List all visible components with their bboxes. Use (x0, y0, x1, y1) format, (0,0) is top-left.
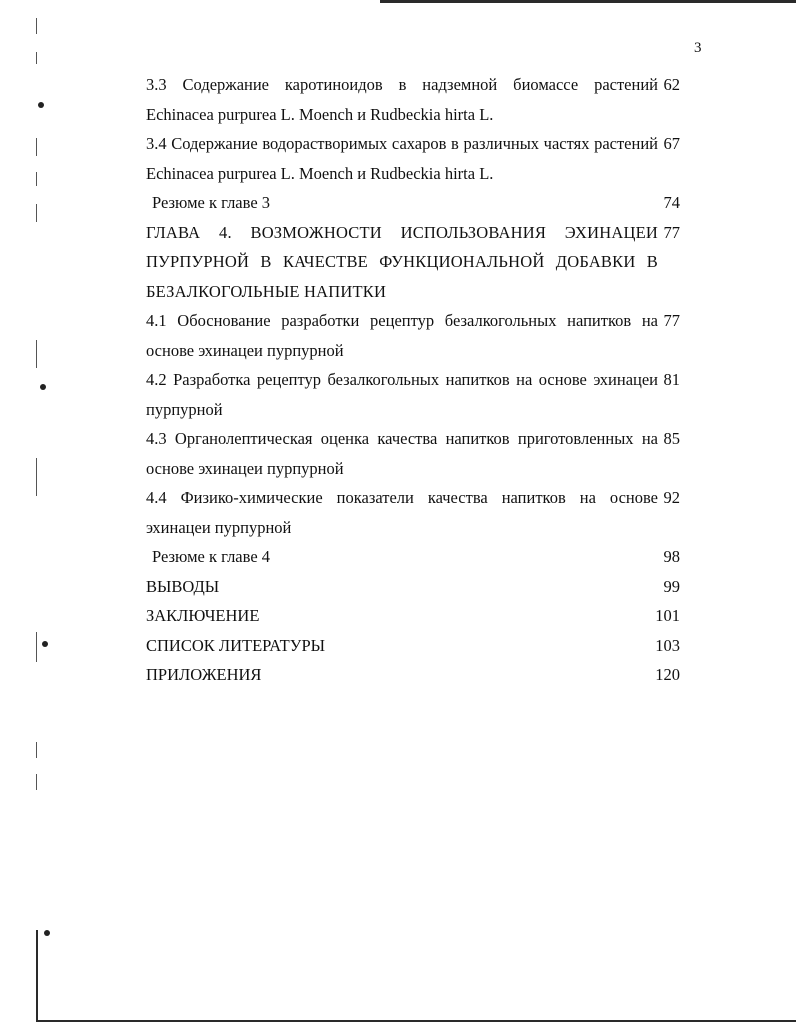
toc-entry-title: ПРИЛОЖЕНИЯ (146, 665, 262, 684)
toc-entry-page: 74 (663, 193, 680, 212)
toc-entry-title: 3.4 Содержание водорастворимых сахаров в различных частях растений Echinacea purpurea L. Moench и Rudbeckia hirta L. (146, 134, 658, 183)
hole-punch-mark (44, 930, 50, 936)
toc-entry-title: ВЫВОДЫ (146, 576, 220, 596)
toc-entry-page: 99 (663, 576, 680, 596)
toc-entry (146, 542, 708, 572)
toc-entry (146, 365, 708, 424)
toc-entry-title: ГЛАВА 4. ВОЗМОЖНОСТИ ИСПОЛЬЗОВАНИЯ ЭХИНАЦЕИ ПУРПУРНОЙ В КАЧЕСТВЕ ФУНКЦИОНАЛЬНОЙ ДОБАВКИ В БЕЗАЛКОГОЛЬНЫЕ НАПИТКИ (146, 222, 658, 301)
toc-entry-title: Резюме к главе 4 (152, 547, 271, 566)
toc-entry-page: 85 (663, 429, 680, 448)
bottom-scan-rule (36, 1020, 796, 1022)
hole-punch-mark (38, 102, 44, 108)
toc-entry-title: ЗАКЛЮЧЕНИЕ (146, 606, 260, 625)
table-of-contents (146, 70, 708, 690)
toc-entry (146, 660, 708, 690)
toc-entry (146, 601, 708, 631)
toc-entry-title: 4.3 Органолептическая оценка качества напитков приготовленных на основе эхинацеи пурпурной (146, 429, 658, 478)
toc-entry-page: 67 (663, 134, 680, 153)
toc-entry (146, 631, 708, 661)
toc-entry-page: 92 (663, 488, 680, 507)
toc-entry-page: 77 (663, 222, 680, 242)
toc-entry-page: 98 (663, 547, 680, 566)
scan-artifact-mark (36, 18, 37, 34)
toc-entry-page: 81 (663, 370, 680, 389)
toc-entry-title: 4.2 Разработка рецептур безалкогольных напитков на основе эхинацеи пурпурной (146, 370, 658, 419)
toc-entry (146, 129, 708, 188)
page-number: 3 (694, 40, 702, 56)
top-scan-rule (380, 0, 796, 3)
toc-entry-title: 4.4 Физико-химические показатели качества напитков на основе эхинацеи пурпурной (146, 488, 658, 537)
toc-entry-page: 77 (663, 311, 680, 330)
toc-entry-page: 62 (663, 75, 680, 94)
scan-artifact-mark (36, 204, 37, 222)
left-scan-edge (36, 930, 38, 1022)
toc-entry-page: 101 (655, 606, 680, 625)
toc-entry-title: СПИСОК ЛИТЕРАТУРЫ (146, 635, 326, 655)
toc-entry (146, 70, 708, 129)
hole-punch-mark (40, 384, 46, 390)
toc-chapter-entry (146, 218, 708, 307)
scan-artifact-mark (36, 774, 37, 790)
toc-entry-title: Резюме к главе 3 (152, 193, 271, 212)
toc-entry (146, 424, 708, 483)
scan-artifact-mark (36, 632, 37, 662)
scan-artifact-mark (36, 138, 37, 156)
toc-entry (146, 306, 708, 365)
scan-artifact-mark (36, 172, 37, 186)
toc-entry (146, 483, 708, 542)
scan-artifact-mark (36, 742, 37, 758)
toc-entry (146, 188, 708, 218)
hole-punch-mark (42, 641, 48, 647)
toc-entry-title: 4.1 Обоснование разработки рецептур безалкогольных напитков на основе эхинацеи пурпурной (146, 311, 658, 360)
scan-artifact-mark (36, 340, 37, 368)
toc-entry-page: 120 (655, 665, 680, 684)
scan-artifact-mark (36, 52, 37, 64)
scan-artifact-mark (36, 458, 37, 496)
toc-entry-title: 3.3 Содержание каротиноидов в надземной биомассе растений Echinacea purpurea L. Moench и Rudbeckia hirta L. (146, 75, 658, 124)
toc-entry (146, 572, 708, 602)
toc-entry-page: 103 (655, 635, 680, 655)
